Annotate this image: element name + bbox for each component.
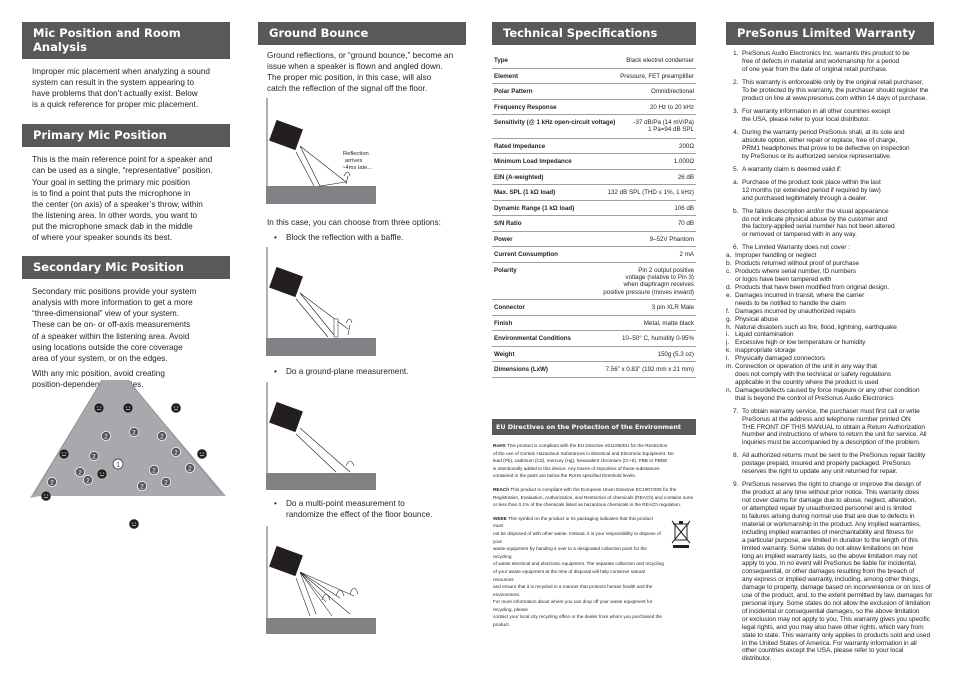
primary-mic-text: This is the main reference point for a speaker and can be used as a single, “representative” position. Your goal in setting the primary mic position is to find a point that puts the microphone in the center (on axis) of a speaker’s throw, within the listening area. In other words, you want to put the microphone smack dab in the middle of where your speaker sounds its best. <box>32 155 213 243</box>
warranty-line: including implied warranties of merchantability and fitness for <box>742 528 914 536</box>
warranty-line: or attempted repair by unauthorized personnel and is limited <box>742 505 912 513</box>
spec-value-line: 2 mA <box>679 251 694 258</box>
spec-value-line: 3 pin XLR Male <box>651 304 694 311</box>
warranty-line: personal injury. Some states do not allow the exclusion of limitation <box>742 599 931 607</box>
warranty-exclusion-letter: k. <box>726 347 731 355</box>
warranty-exclusion-letter: i. <box>726 331 730 339</box>
warranty-exclusion-item <box>726 260 934 268</box>
warranty-exclusion-item <box>726 268 934 276</box>
spec-value <box>680 251 694 258</box>
warranty-line: To be protected by this warranty, the purchaser should register the <box>742 86 929 94</box>
spec-value-line: 200Ω <box>679 142 694 150</box>
warranty-clause-number: 1. <box>733 50 739 57</box>
warranty-line: free of defects in material and workmanship for a period <box>742 57 900 65</box>
warranty-exclusion-text: Liquid contamination <box>735 331 794 339</box>
warranty-line-text: PreSonus reserves the right to change or improve the design of <box>742 481 921 489</box>
warranty-line: or removed or tampered with in any way. <box>742 231 857 239</box>
warranty-exclusion-text: Products returned without proof of purchase <box>735 260 859 268</box>
spec-row <box>492 263 696 301</box>
warranty-line: postage prepaid, insured and properly packaged. PreSonus <box>742 460 911 468</box>
warranty-clause <box>733 79 934 103</box>
mic-coverage-diagram <box>30 378 230 534</box>
warranty-clause <box>733 50 934 74</box>
warranty-clause-number: 4. <box>733 128 739 136</box>
warranty-line: other countries except the USA, please refer to your local distributor. <box>742 647 904 663</box>
ground-bounce-diagram-ground-plane <box>266 380 376 490</box>
spec-row <box>492 316 696 332</box>
warranty-exclusion-text: Inappropriate storage <box>735 347 796 355</box>
spec-value-line: when diaphragm receives <box>623 281 694 289</box>
spec-value-line: 1,000Ω <box>673 158 694 165</box>
spec-key: Frequency Response <box>494 103 557 111</box>
warranty-exclusion-item <box>726 308 934 316</box>
warranty-line-text: To obtain warranty service, the purchaser must first call or write <box>742 407 920 415</box>
tech-specs-heading: Technical Specifications <box>492 22 696 45</box>
warranty-exclusion-letter: d. <box>726 283 732 291</box>
weee-bin-icon <box>670 519 692 549</box>
spec-row <box>492 362 696 378</box>
warranty-line <box>733 179 934 187</box>
secondary-mic-note: With any mic position, avoid creating position-dependent anomalies. <box>32 368 165 389</box>
secondary-mic-marker <box>161 477 170 486</box>
warranty-exclusion-letter: l. <box>726 355 730 363</box>
secondary-mic-marker <box>83 475 92 484</box>
warranty-exclusion-text: does not comply with the technical or safety regulations <box>735 370 892 378</box>
warranty-exclusion-text: Natural disasters such as fire, flood, lightning, earthquake <box>735 323 897 331</box>
warranty-line: or exclusion may not apply to you. This warranty gives you specific <box>742 615 930 623</box>
warranty-exclusion-text: Damages/defects caused by force majeure or any other condition <box>735 386 920 394</box>
spec-key: Dynamic Range (1 kΩ load) <box>494 204 575 212</box>
warranty-clause-number: a. <box>733 178 739 186</box>
secondary-mic-text: Secondary mic positions provide your system analysis with more information to get a more “three-dimensional” view of your system. These can be on- or off-axis measurements of a speaker within the listening area. Avoid using locations outside the core coverage area of your system, or on the edges. <box>32 287 197 363</box>
coverage-area-outline <box>34 380 222 494</box>
secondary-mic-marker <box>75 467 84 476</box>
warranty-clause <box>733 166 934 174</box>
spec-key: Weight <box>494 350 515 358</box>
warranty-exclusion-text: Excessive high or low temperature or humidity <box>735 339 866 347</box>
spec-value-line: 7.56” x 0.83” (192 mm x 21 mm) <box>605 366 694 373</box>
warranty-exclusion-item <box>726 300 934 308</box>
svg-text:1: 1 <box>116 461 120 469</box>
warranty-clause-number: b. <box>733 207 739 215</box>
spec-value <box>608 189 694 196</box>
warranty-exclusion-letter: j. <box>726 339 730 347</box>
spec-value-line: 20 Hz to 20 kHz <box>649 103 694 111</box>
listener-face-icon <box>41 491 51 501</box>
warranty-exclusion-text: Damages incurred by unauthorized repairs <box>735 307 856 315</box>
spec-row <box>492 115 696 139</box>
spec-key: Element <box>494 72 519 80</box>
listener-face-icon <box>97 469 107 479</box>
secondary-mic-marker <box>171 447 180 456</box>
spec-key: S/N Ratio <box>494 220 522 227</box>
warranty-exclusion-text: Physical abuse <box>735 315 778 323</box>
warranty-line: material or workmanship in the product. Any implied warranties, <box>742 520 921 528</box>
warranty-line-text: This warranty is enforceable only by the original retail purchaser. <box>742 78 924 86</box>
spec-row <box>492 347 696 363</box>
warranty-line: use of the product, and, to the extent permitted by law, damages for <box>742 592 933 600</box>
eu-directives-heading: EU Directives on the Protection of the Environment <box>492 419 696 435</box>
warranty-line: by PreSonus or its authorized service representative. <box>742 152 892 160</box>
warranty-line <box>733 208 934 216</box>
spec-value <box>652 304 694 311</box>
eu-weee: WEEE This symbol on the product or its packaging indicates that this product must not be disposed of with other waste. Instead, it is your responsibility to dispose of your waste equipment by handing it over to a designated collection point for the recycling of waste electrical and electronic equipment. The separate collection and recycling of your waste equipment at the time of disposal will help conserve natural resources and ensure that it is recycled in a manner that protects human health and the environment. For more information about where you can drop off your waste equipment for recycling, please contact your local city recycling office or the dealer from whom you purchased the product. <box>493 515 664 628</box>
spec-key: Environmental Conditions <box>494 335 572 342</box>
secondary-mic-label: 2 <box>78 469 82 477</box>
spec-value-line: Metal, matte black <box>643 319 694 327</box>
listener-face-icon <box>59 449 69 459</box>
warranty-exclusion-text: Products where serial number, ID numbers <box>735 268 856 276</box>
warranty-clause <box>733 108 934 124</box>
spec-value <box>674 205 694 212</box>
warranty-line: do not indicate physical abuse by the customer and <box>742 215 887 223</box>
warranty-exclusion-letter: e. <box>726 291 732 299</box>
warranty-line <box>733 108 934 116</box>
spec-key: Rated Impedance <box>494 142 546 150</box>
spec-row <box>492 139 696 155</box>
spec-value <box>603 267 694 297</box>
warranty-line: PreSonus at the address and telephone number printed ON <box>742 415 911 423</box>
warranty-exclusion-text: Products that have been modified from original design. <box>735 283 890 291</box>
spec-row <box>492 216 696 232</box>
listener-face-icon <box>197 449 207 459</box>
warranty-line: legal rights, and you may also have other rights, which vary from <box>742 623 924 631</box>
reflection-label-2: arrives <box>345 158 363 164</box>
spec-key: Current Consumption <box>494 251 558 258</box>
ground-bounce-column <box>258 22 466 94</box>
spec-value-line: Omnidirectional <box>651 88 694 95</box>
mic-position-heading: Mic Position and Room Analysis <box>22 22 230 59</box>
spec-value-line: 10–50° C, humidity 0-95% <box>622 335 694 342</box>
spec-key: EIN (A-weighted) <box>494 173 544 181</box>
reflection-label-1: Reflection <box>343 151 369 157</box>
warranty-line <box>733 408 934 416</box>
warranty-exclusion-item <box>726 347 934 355</box>
warranty-line: to failures arising during normal use that are due to defects in <box>742 513 915 520</box>
warranty-clause-number: 8. <box>733 452 739 460</box>
secondary-mic-label: 2 <box>104 433 108 441</box>
warranty-line: Number and instructions of where to return the unit for service. All <box>742 431 927 439</box>
spec-value-line: 1 Pa=94 dB SPL <box>648 126 694 134</box>
warranty-line-text: A warranty claim is deemed valid if: <box>742 165 842 173</box>
spec-value <box>674 158 694 165</box>
spec-value <box>626 57 694 64</box>
warranty-line <box>733 244 934 252</box>
warranty-exclusion-item <box>726 371 934 379</box>
mic-position-column <box>22 22 230 390</box>
warranty-line: the factory-applied serial number has not been altered <box>742 223 895 231</box>
warranty-line <box>733 166 934 174</box>
spec-value <box>658 351 694 358</box>
spec-value <box>651 88 694 95</box>
warranty-exclusion-item <box>726 339 934 347</box>
warranty-line: 12 months (or extended period if required by law) <box>742 186 881 194</box>
warranty-clause-number: 7. <box>733 407 739 415</box>
spec-row <box>492 247 696 263</box>
warranty-clause <box>733 179 934 203</box>
warranty-clause <box>733 481 934 663</box>
spec-key: Polar Pattern <box>494 88 533 95</box>
spec-key: Type <box>494 57 508 64</box>
warranty-clause <box>733 208 934 240</box>
warranty-line <box>733 129 934 137</box>
warranty-line-text: PreSonus Audio Electronics Inc. warrants this product to be <box>742 50 910 57</box>
spec-value-line: 70 dB <box>677 220 694 227</box>
warranty-exclusion-item <box>726 276 934 284</box>
warranty-line: a particular purpose, are limited in duration to the length of this <box>742 536 918 544</box>
warranty-clause <box>733 129 934 161</box>
spec-row <box>492 154 696 170</box>
ground-bounce-options-intro: In this case, you can choose from three options: <box>267 218 441 227</box>
spec-value <box>678 174 694 181</box>
warranty-exclusion-text: Connection or operation of the unit in any way that <box>735 363 877 371</box>
eu-reach: REACh This product is compliant with the European Union Directive EC1907/206 for the Registration, Evaluation, Authorization, and Restriction of chemicals (REACh) and contains none or less than 0.1% of the chemicals listed as hazardous chemicals in the REACh regulation. <box>493 486 694 508</box>
spec-value <box>606 366 694 373</box>
warranty-clause-number: 3. <box>733 107 739 115</box>
spec-value-line: 9–52V Phantom <box>649 235 694 243</box>
spec-row <box>492 53 696 69</box>
warranty-line <box>733 50 934 58</box>
warranty-exclusion-item <box>726 363 934 371</box>
warranty-line-text: For warranty information in all other countries except <box>742 107 891 115</box>
warranty-exclusion-letter: c. <box>726 268 731 276</box>
secondary-mic-label: 2 <box>140 483 144 491</box>
secondary-mic-label: 2 <box>132 429 136 437</box>
listener-face-icon <box>123 403 133 413</box>
spec-key: Finish <box>494 319 513 327</box>
warranty-clause-number: 5. <box>733 165 739 173</box>
warranty-line-text: The Limited Warranty does not cover : <box>742 244 850 252</box>
bullet-baffle: • Block the reflection with a baffle. <box>274 233 404 242</box>
warranty-clause <box>733 452 934 476</box>
spec-value-line: 150g (5.3 oz) <box>657 350 694 358</box>
ground-bounce-diagram-reflection <box>266 96 376 206</box>
spec-value <box>679 143 694 150</box>
warranty-line: reserves the right to update any unit returned for repair. <box>742 468 898 476</box>
spec-table <box>492 53 696 378</box>
spec-value <box>650 236 694 243</box>
secondary-mic-marker <box>185 463 194 472</box>
spec-value-line: Black electret condenser <box>626 57 694 64</box>
warranty-exclusion-letter: f. <box>726 307 730 315</box>
spec-row <box>492 100 696 116</box>
warranty-line: any express or implied warranty, including, among other things, <box>742 576 920 584</box>
warranty-exclusion-text: or logos have been tampered with <box>735 276 832 284</box>
secondary-mic-label: 2 <box>50 479 54 487</box>
eu-directives-section <box>492 419 696 629</box>
bullet-multi-point: • Do a multi-point measurement to randomize the effect of the floor bounce. <box>274 499 433 520</box>
warranty-exclusion-item <box>726 355 934 363</box>
warranty-line: inquiries must be accompanied by a description of the problem. <box>742 439 921 447</box>
spec-value <box>622 335 694 342</box>
bullet-ground-plane: • Do a ground-plane measurement. <box>274 367 409 376</box>
warranty-line-text: During the warranty period PreSonus shall, at its sole and <box>742 128 905 136</box>
ground-bounce-heading: Ground Bounce <box>258 22 466 45</box>
warranty-exclusion-item <box>726 379 934 387</box>
warranty-line <box>733 452 934 460</box>
spec-row <box>492 185 696 201</box>
warranty-exclusion-item <box>726 284 934 292</box>
warranty-line-text: Purchase of the product took place within the last <box>742 178 881 186</box>
secondary-mic-label: 2 <box>188 465 192 473</box>
secondary-mic-label: 2 <box>152 467 156 475</box>
warranty-line <box>733 481 934 489</box>
spec-value <box>620 73 694 80</box>
warranty-line: of incidental or consequential damages, so the above limitation <box>742 607 920 615</box>
mic-position-intro: Improper mic placement when analyzing a sound system can result in the system appearing to have problems that don’t actually exist. Below is a quick reference for proper mic placement. <box>32 67 210 110</box>
warranty-exclusion-letter: g. <box>726 315 732 323</box>
warranty-line: PRM1 headphones that prove to be defective on inspection <box>742 144 910 152</box>
secondary-mic-heading: Secondary Mic Position <box>22 256 230 279</box>
secondary-mic-marker <box>47 477 56 486</box>
warranty-exclusion-item <box>726 331 934 339</box>
spec-value-line: -37 dB/Pa (14 mV/Pa) <box>633 119 694 126</box>
warranty-clause <box>733 408 934 448</box>
secondary-mic-marker <box>101 431 110 440</box>
warranty-line: the USA, please refer to your local distributor. <box>742 115 870 123</box>
tech-specs-column <box>492 22 696 378</box>
warranty-line: absolute option, either repair or replace, free of charge, <box>742 136 898 144</box>
warranty-line: state to state. This warranty only applies to products sold and used <box>742 631 931 639</box>
ground-bounce-intro: Ground reflections, or “ground bounce,” become an issue when a speaker is flown and angled down. The proper mic position, in this case, will also catch the reflection of the signal off the floor. <box>267 51 454 94</box>
warranty-clause-number: 6. <box>733 244 739 252</box>
warranty-exclusion-text: that is beyond the control of PreSonus Audio Electronics <box>735 394 894 402</box>
warranty-line: apply to you. In no event will PreSonus be liable for incidental, <box>742 560 917 568</box>
spec-value <box>650 104 694 111</box>
warranty-line: long an implied warranty lasts, so the above limitation may not <box>742 552 918 560</box>
ground-bounce-diagram-baffle <box>266 245 376 356</box>
warranty-clause-number: 2. <box>733 78 739 86</box>
warranty-exclusion-letter: h. <box>726 323 732 331</box>
warranty-line: THE FRONT OF THIS MANUAL to obtain a Return Authorization <box>742 423 925 431</box>
warranty-exclusion-item <box>726 395 934 403</box>
listener-face-icon <box>171 403 181 413</box>
warranty-clause <box>726 244 934 402</box>
secondary-mic-label: 2 <box>86 477 90 485</box>
spec-value-line: positive pressure (moves inward) <box>603 288 694 296</box>
spec-value-line: Pressure, FET preamplifier <box>620 72 694 80</box>
warranty-line: damage to property, damage based on inconvenience or on loss of <box>742 584 931 592</box>
warranty-line <box>733 79 934 87</box>
spec-value-line: voltage (relative to Pin 3) <box>625 273 694 281</box>
warranty-exclusion-letter: b. <box>726 260 732 268</box>
spec-key: Connector <box>494 304 525 311</box>
spec-value-line: Pin 2 output positive <box>638 266 694 274</box>
warranty-exclusion-letter: a. <box>726 252 732 260</box>
warranty-line: product on line at www.presonus.com within 14 days of purchase. <box>742 94 928 102</box>
secondary-mic-marker <box>157 431 166 440</box>
primary-mic-heading: Primary Mic Position <box>22 124 230 147</box>
warranty-exclusion-text: Physically damaged connectors <box>735 355 825 363</box>
warranty-line: of one year from the date of original retail purchase. <box>742 65 888 73</box>
spec-key: Max. SPL (1 kΩ load) <box>494 189 556 196</box>
spec-value <box>678 220 694 227</box>
warranty-exclusion-letter: m. <box>726 363 734 371</box>
warranty-exclusion-item <box>726 252 934 260</box>
warranty-line: the product at any time without prior notice. This warranty does <box>742 489 920 497</box>
spec-row <box>492 170 696 186</box>
warranty-exclusion-letter: n. <box>726 386 732 394</box>
listener-face-icon <box>129 519 139 529</box>
warranty-line: limited warranty. Some states do not allow limitations on how <box>742 544 914 552</box>
spec-key: Polarity <box>494 266 517 274</box>
spec-value-line: 106 dB <box>674 204 694 212</box>
warranty-exclusion-item <box>726 316 934 324</box>
spec-key: Minimum Load Impedance <box>494 158 572 165</box>
primary-mic-marker <box>113 459 123 469</box>
warranty-line: in the United States of America. For warranty information in all <box>742 639 917 647</box>
warranty-exclusion-item <box>726 324 934 332</box>
spec-value <box>644 320 694 327</box>
listener-face-icon <box>94 403 104 413</box>
spec-value <box>633 119 694 134</box>
warranty-exclusion-text: Improper handling or neglect <box>735 252 817 260</box>
secondary-mic-marker <box>149 465 158 474</box>
spec-row <box>492 84 696 100</box>
warranty-line: not cover claims for damage due to abuse, neglect, alteration, <box>742 497 917 505</box>
warranty-body <box>726 50 934 663</box>
secondary-mic-marker <box>137 481 146 490</box>
spec-key: Dimensions (LxW) <box>494 366 548 373</box>
warranty-clause-number: 9. <box>733 481 739 489</box>
warranty-line: and purchased legitimately through a dealer. <box>742 194 868 202</box>
spec-row <box>492 331 696 347</box>
secondary-mic-marker <box>129 427 138 436</box>
warranty-exclusion-text: needs to be notified to handle the claim <box>735 299 846 307</box>
spec-key: Sensitivity (@ 1 kHz open-circuit voltage) <box>494 119 616 126</box>
spec-row <box>492 69 696 85</box>
warranty-line-text: The failure description and/or the visual appearance <box>742 207 889 215</box>
warranty-line: consequential, or other damages resulting from the breach of <box>742 568 915 576</box>
ground-bounce-diagram-multi-point <box>266 524 376 634</box>
warranty-column <box>726 22 934 663</box>
warranty-exclusion-text: Damages incurred in transit, where the carrier <box>735 291 865 299</box>
eu-rohs: RoHS This product is compliant with the EU Directive 2011/65/EU for the Restriction of the use of Certain Hazardous Substances in Electrical and Electronic Equipment. No lead (Pb), cadmium (Cd), mercury (Hg), hexavalent chromium (Cr+6), PBB or PBDE is intentionally added to this device. Any traces of impurities of these substances contained in the parts are below the RoHS specified threshold levels. <box>493 443 674 479</box>
reflection-label-3: ~4ms late... <box>342 165 373 171</box>
warranty-line-text: All authorized returns must be sent to the PreSonus repair facility <box>742 452 926 460</box>
spec-row <box>492 300 696 316</box>
spec-key: Power <box>494 235 513 243</box>
spec-row <box>492 201 696 217</box>
secondary-mic-label: 2 <box>92 453 96 461</box>
warranty-exclusion-item <box>726 292 934 300</box>
warranty-exclusion-text: applicable in the country where the product is used <box>735 378 879 386</box>
secondary-mic-label: 2 <box>174 449 178 457</box>
secondary-mic-label: 2 <box>164 479 168 487</box>
spec-value-line: 26 dB <box>677 173 694 181</box>
spec-row <box>492 232 696 248</box>
secondary-mic-label: 2 <box>160 433 164 441</box>
secondary-mic-marker <box>89 451 98 460</box>
warranty-exclusion-item <box>726 387 934 395</box>
warranty-heading: PreSonus Limited Warranty <box>726 22 934 45</box>
spec-value-line: 132 dB SPL (THD ≤ 1%, 1 kHz) <box>607 189 694 196</box>
